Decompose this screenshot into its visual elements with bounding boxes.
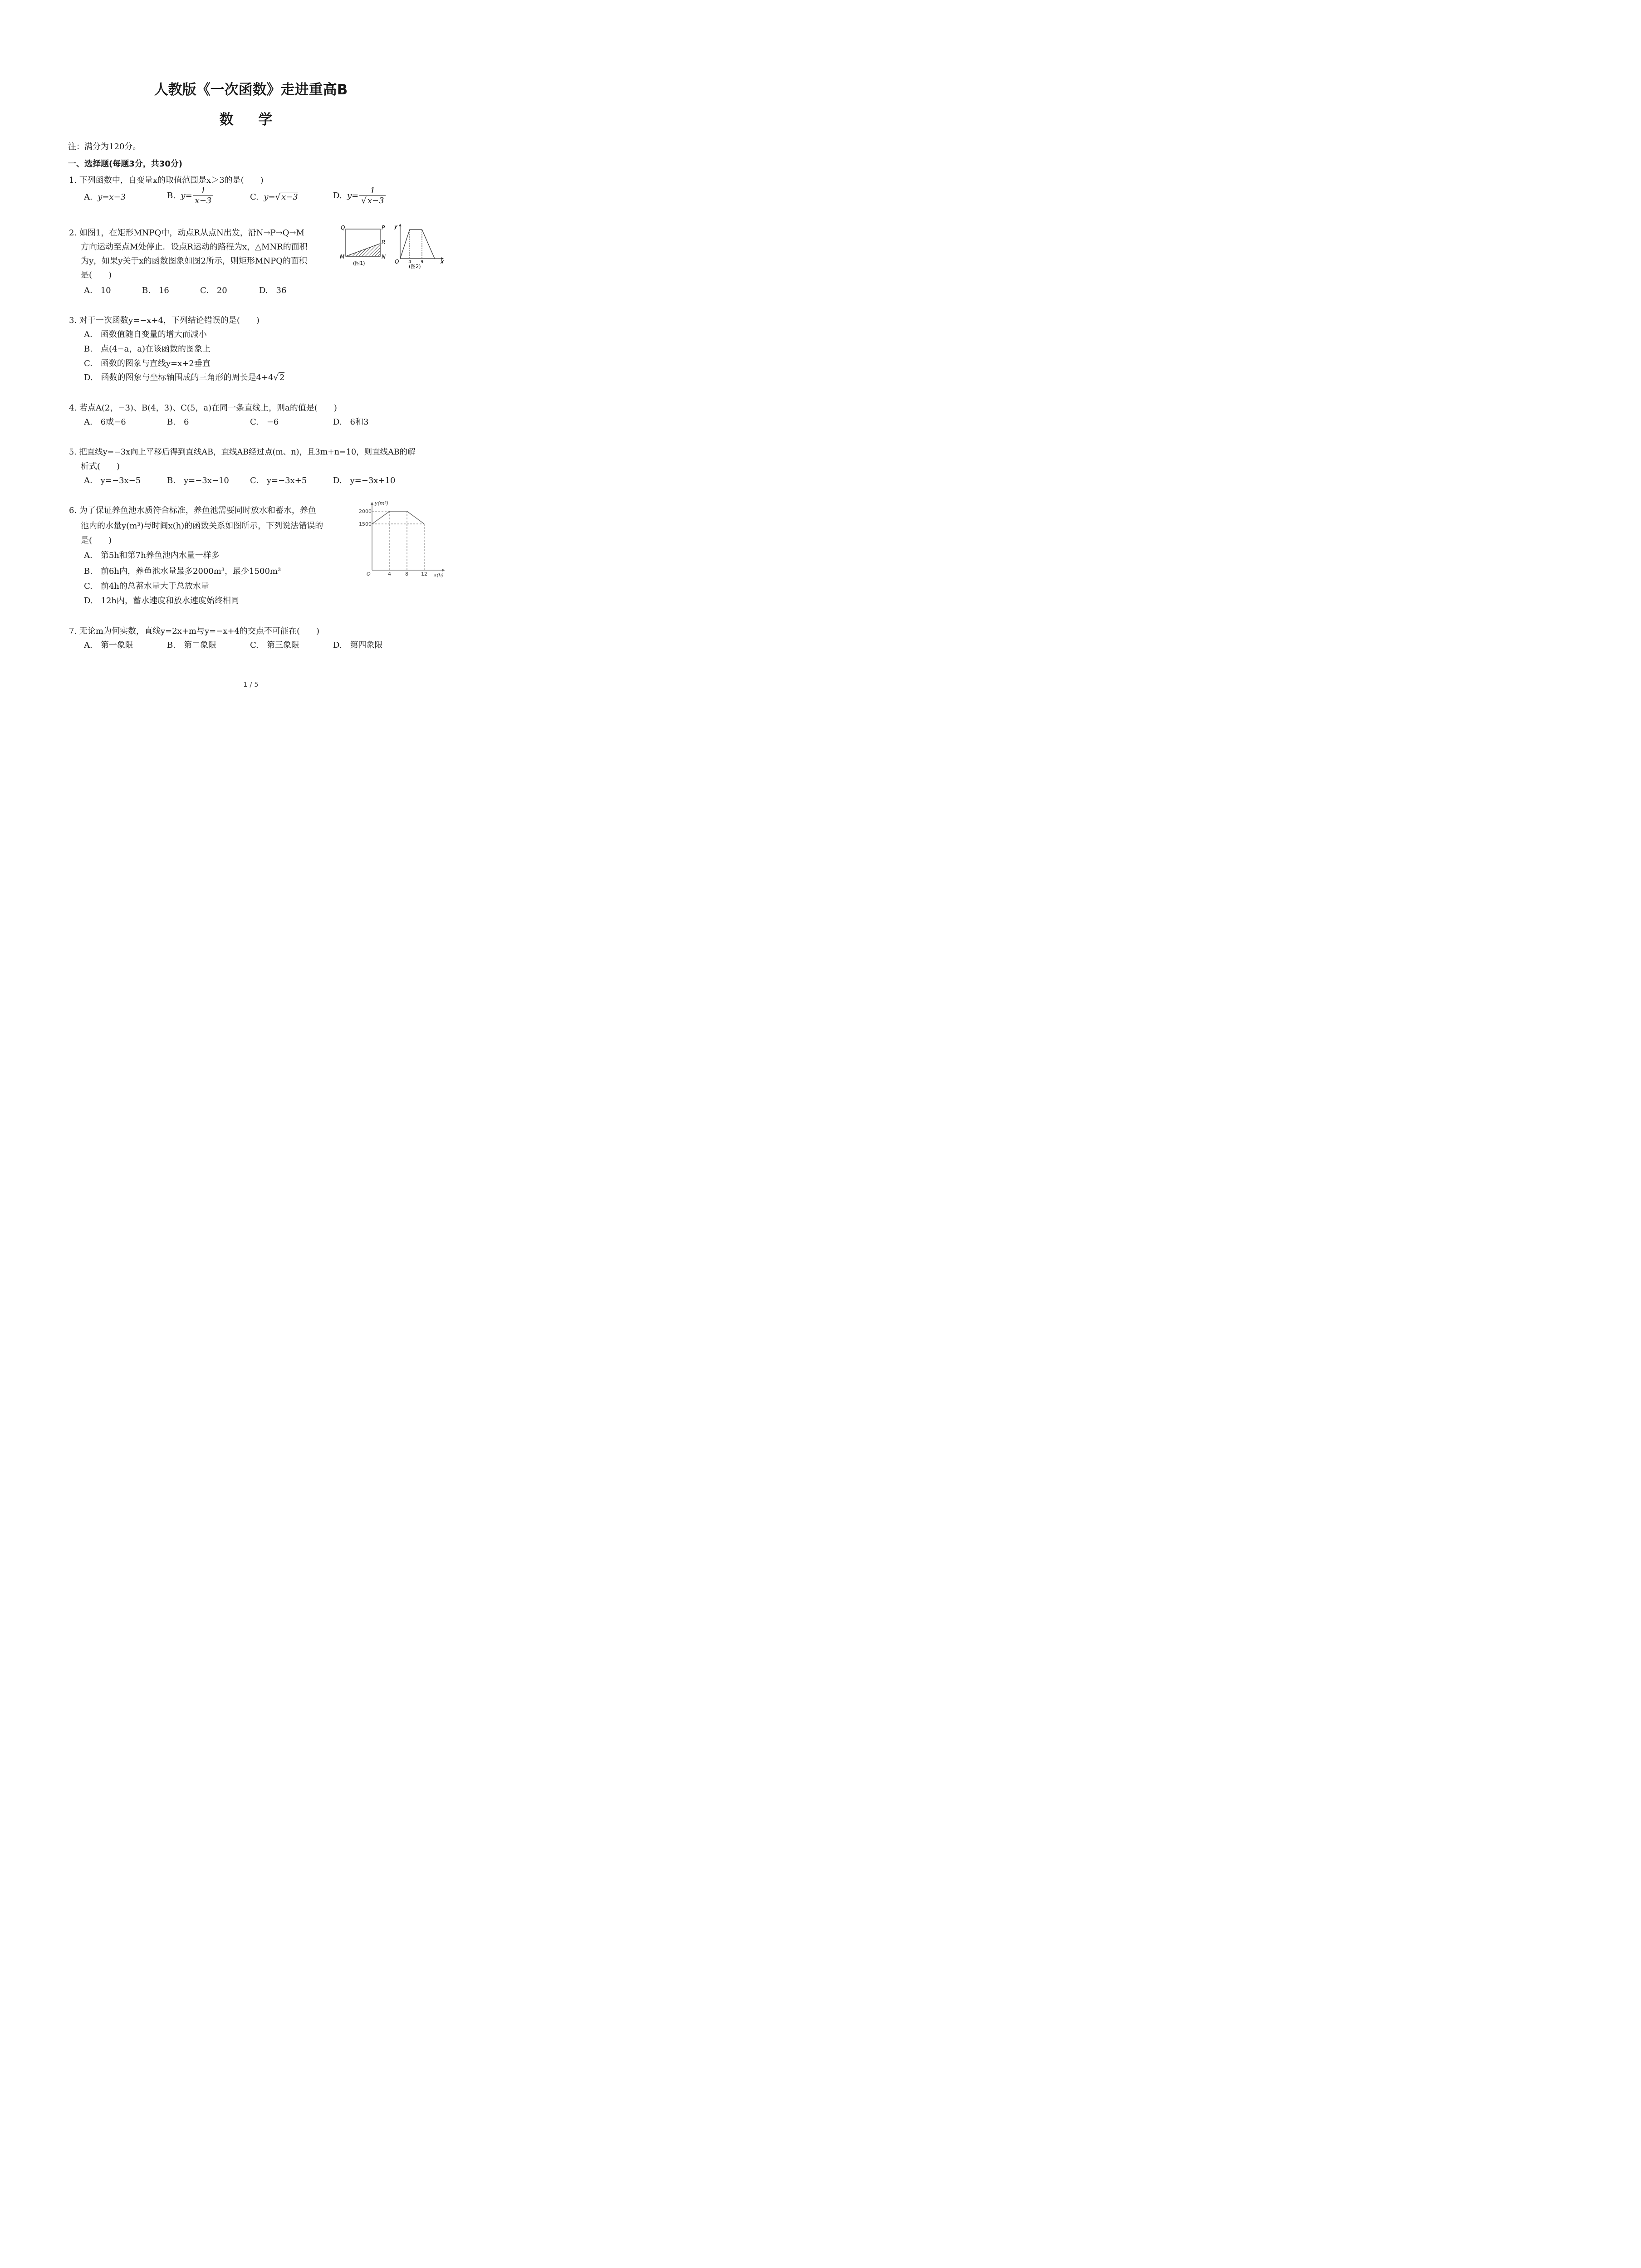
volume-line (372, 511, 424, 524)
option-b: B. 前6h内，养鱼池水量最多2000m³，最少1500m³ (84, 567, 281, 576)
option-c: C. y=−3x+5 (250, 476, 307, 485)
option-a: A. 10 (84, 286, 111, 295)
question-stem: 1. 下列函数中，自变量x的取值范围是x＞3的是( ) (69, 176, 264, 185)
option-a: A. 函数值随自变量的增大而减小 (84, 330, 207, 339)
question-stem: 7. 无论m为何实数，直线y=2x+m与y=−x+4的交点不可能在( ) (69, 626, 320, 636)
tick-label: 2000 (359, 508, 372, 514)
radicand: x−3 (281, 192, 298, 202)
option-prefix: y= (181, 191, 192, 200)
radical-sign: √ (361, 196, 367, 205)
label-r: R (382, 239, 386, 245)
label-m: M (340, 254, 345, 260)
option-d: D. 36 (259, 286, 287, 295)
option-c: C. 函数的图象与直线y=x+2垂直 (84, 359, 211, 368)
radical-sign: √ (275, 192, 281, 202)
axis-label-y: y (394, 223, 398, 230)
subject-title: 数 学 (219, 112, 283, 128)
option-a: A. y=−3x−5 (84, 476, 141, 485)
option-prefix: y= (264, 192, 275, 202)
tick-label: 9 (421, 259, 424, 264)
option-label: A. (84, 192, 93, 202)
question-stem-line: 2. 如图1，在矩形MNPQ中，动点R从点N出发，沿N→P→Q→M (69, 228, 304, 238)
score-note: 注：满分为120分。 (68, 142, 141, 152)
question-stem: 3. 对于一次函数y=−x+4，下列结论错误的是( ) (69, 316, 260, 325)
water-volume-graph (358, 499, 447, 578)
option-c: C. −6 (250, 417, 279, 427)
origin-label: O (367, 571, 371, 577)
question-stem-line: 是( ) (81, 270, 112, 280)
option-c: C. 第三象限 (250, 640, 299, 650)
option-prefix: y= (347, 191, 359, 200)
axis-label-y: y(m³) (375, 500, 389, 506)
figure-caption: (图2) (409, 264, 421, 269)
option-b: B. 16 (142, 286, 169, 295)
question-stem-line: 是( ) (81, 536, 112, 545)
fraction-denominator: x−3 (193, 196, 214, 205)
option-b (167, 186, 214, 205)
option-b: B. y=−3x−10 (167, 476, 229, 485)
option-a (84, 192, 126, 202)
fraction-numerator: 1 (201, 186, 206, 196)
question-stem-line: 为y，如果y关于x的函数图象如图2所示，则矩形MNPQ的面积 (81, 256, 307, 266)
option-d (84, 371, 284, 383)
option-b: B. 点(4−a，a)在该函数的图象上 (84, 344, 211, 354)
fraction (193, 186, 214, 205)
tick-label: 1500 (359, 521, 372, 527)
tick-label: 4 (408, 259, 411, 264)
tick-label: 12 (421, 571, 427, 577)
option-d: D. 第四象限 (333, 640, 383, 650)
option-label: B. (167, 191, 176, 200)
option-d (333, 186, 387, 205)
question-stem-line: 池内的水量y(m³)与时间x(h)的函数关系如图所示，下列说法错误的 (81, 521, 323, 531)
option-c: C. 20 (200, 286, 227, 295)
axis-label-x: x(h) (434, 572, 444, 578)
option-d: D. 12h内，蓄水速度和放水速度始终相同 (84, 596, 240, 606)
figure-caption: (图1) (353, 260, 365, 266)
label-q: Q (341, 225, 345, 231)
option-c: C. 前4h的总蓄水量大于总放水量 (84, 582, 209, 591)
option-d: D. y=−3x+10 (333, 476, 396, 485)
fraction-denominator (359, 196, 386, 205)
option-label: C. (250, 192, 259, 202)
page-number: 1 / 5 (243, 680, 259, 689)
option-b: B. 6 (167, 417, 189, 427)
option-c (250, 192, 298, 202)
label-n: N (382, 254, 386, 260)
origin-label: O (395, 259, 399, 265)
function-graph (400, 230, 435, 259)
fraction-numerator: 1 (370, 186, 376, 196)
question-stem-line: 6. 为了保证养鱼池水质符合标准，养鱼池需要同时放水和蓄水，养鱼 (69, 506, 316, 515)
section-heading: 一、选择题(每题3分，共30分) (68, 159, 183, 169)
figure-2-graph (392, 223, 444, 269)
radical-sign: √ (273, 373, 279, 382)
shaded-triangle (346, 244, 380, 256)
question-stem-line: 方向运动至点M处停止．设点R运动的路程为x，△MNR的面积 (81, 242, 308, 252)
option-a: A. 第5h和第7h养鱼池内水量一样多 (84, 551, 220, 560)
axis-label-x: x (441, 259, 444, 265)
question-stem: 4. 若点A(2，−3)、B(4，3)、C(5，a)在同一条直线上，则a的值是( ) (69, 403, 337, 413)
option-a: A. 6或−6 (84, 417, 126, 427)
figure-1-rectangle (339, 224, 390, 269)
fraction (359, 186, 386, 205)
question-stem-line: 5. 把直线y=−3x向上平移后得到直线AB，直线AB经过点(m、n)，且3m+n=10，则直线AB的解 (69, 448, 416, 457)
question-stem-line: 析式( ) (81, 462, 120, 471)
option-text: D. 函数的图象与坐标轴围成的三角形的周长是4+4 (84, 373, 274, 382)
option-a: A. 第一象限 (84, 640, 133, 650)
option-d: D. 6和3 (333, 417, 369, 427)
label-p: P (382, 225, 385, 231)
option-text: y=x−3 (98, 192, 126, 202)
option-label: D. (333, 191, 342, 200)
tick-label: 4 (388, 571, 391, 577)
option-b: B. 第二象限 (167, 640, 216, 650)
radicand: 2 (279, 373, 285, 382)
page-title: 人教版《一次函数》走进重高B (154, 82, 348, 98)
tick-label: 8 (405, 571, 408, 577)
radicand: x−3 (367, 196, 384, 205)
